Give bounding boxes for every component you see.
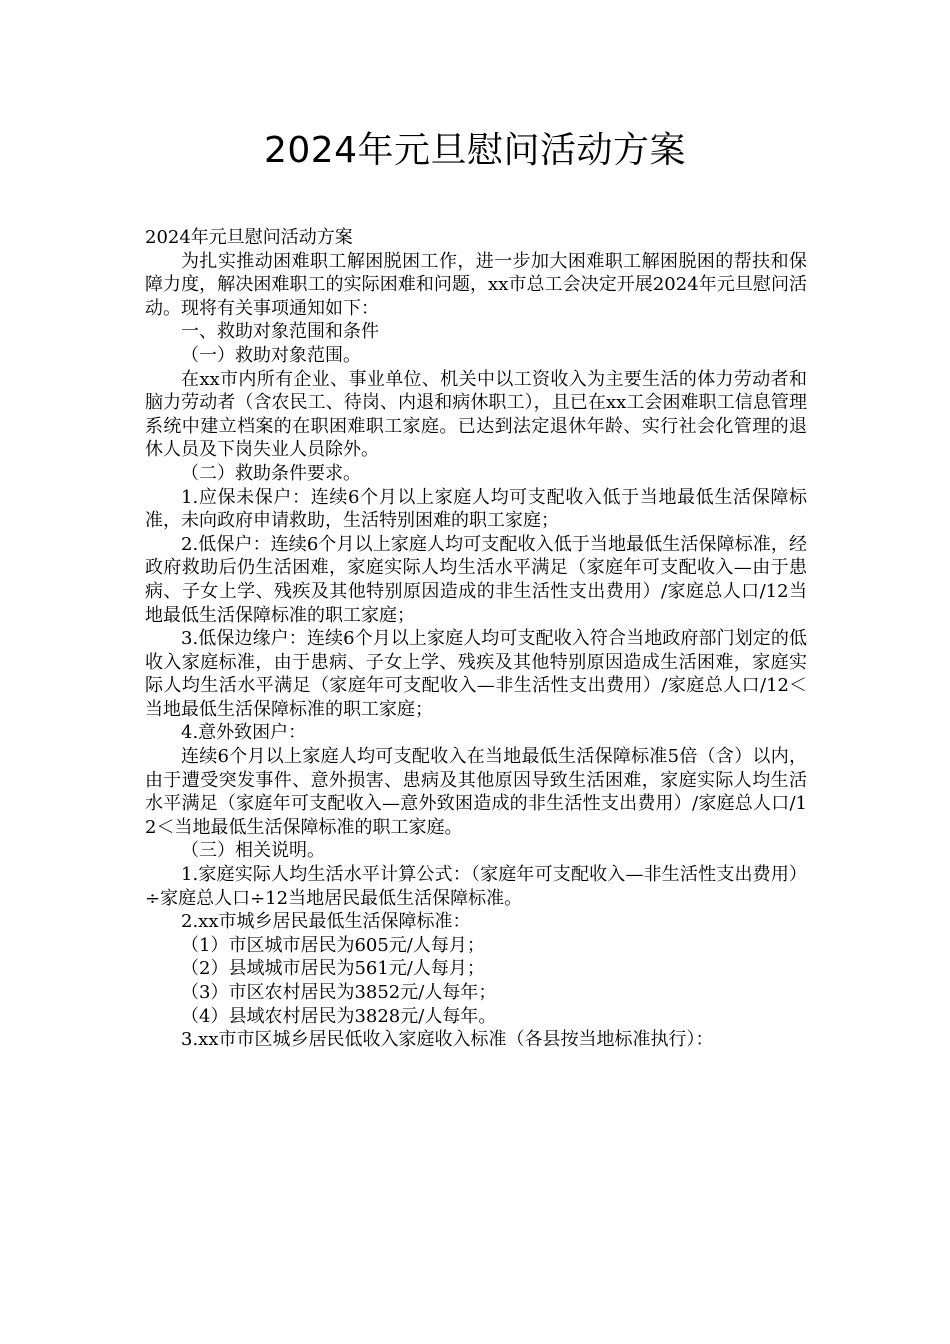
paragraph: 1.应保未保户：连续6个月以上家庭人均可支配收入低于当地最低生活保障标准，未向政府申请救助，生活特别困难的职工家庭； (145, 486, 807, 532)
paragraph: 1.家庭实际人均生活水平计算公式：（家庭年可支配收入—非生活性支出费用）÷家庭总人口÷12当地居民最低生活保障标准。 (145, 864, 807, 909)
document-title: 2024年元旦慰问活动方案 (263, 130, 687, 171)
paragraph: （3）市区农村居民为3852元/人每年； (181, 982, 497, 1003)
paragraph: 一、救助对象范围和条件 (181, 321, 379, 343)
paragraph: 为扎实推动困难职工解困脱困工作，进一步加大困难职工解困脱困的帮扶和保障力度，解决困难职工的实际困难和问题，xx市总工会决定开展2024年元旦慰问活动。现将有关事项通知如下： (145, 250, 807, 319)
paragraph: 3.低保边缘户：连续6个月以上家庭人均可支配收入符合当地政府部门划定的低收入家庭标准，由于患病、子女上学、残疾及其他特别原因造成生活困难，家庭实际人均生活水平满足（家庭年可支配收入—非生活性支出费用）/家庭总人口/12＜当地最低生活保障标准的职工家庭； (145, 628, 807, 720)
paragraph: （三）相关说明。 (181, 840, 325, 862)
paragraph: 4.意外致困户： (181, 722, 307, 744)
paragraph: （2）县域城市居民为561元/人每月； (181, 958, 485, 980)
paragraph: 在xx市内所有企业、事业单位、机关中以工资收入为主要生活的体力劳动者和脑力劳动者（含农民工、待岗、内退和病休职工），且已在xx工会困难职工信息管理系统中建立档案的在职困难职工家庭。已达到法定退休年龄、实行社会化管理的退休人员及下岗失业人员除外。 (145, 368, 807, 461)
paragraph: （1）市区城市居民为605元/人每月； (181, 934, 485, 956)
paragraph: （一）救助对象范围。 (181, 344, 361, 366)
paragraph: 3.xx市市区城乡居民低收入家庭收入标准（各县按当地标准执行）： (181, 1029, 714, 1051)
paragraph: （4）县域农村居民为3828元/人每年。 (181, 1005, 497, 1027)
paragraph: 2.xx市城乡居民最低生活保障标准： (181, 911, 471, 933)
paragraph: （二）救助条件要求。 (181, 462, 361, 484)
document-body (145, 226, 807, 1052)
paragraph: 连续6个月以上家庭人均可支配收入在当地最低生活保障标准5倍（含）以内，由于遭受突发事件、意外损害、患病及其他原因导致生活困难，家庭实际人均生活水平满足（家庭年可支配收入—意外致困造成的非生活性支出费用）/家庭总人口/12＜当地最低生活保障标准的职工家庭。 (145, 746, 807, 838)
paragraph: 2024年元旦慰问活动方案 (145, 227, 353, 248)
paragraph: 2.低保户：连续6个月以上家庭人均可支配收入低于当地最低生活保障标准，经政府救助后仍生活困难，家庭实际人均生活水平满足（家庭年可支配收入—由于患病、子女上学、残疾及其他特别原因造成的非生活性支出费用）/家庭总人口/12当地最低生活保障标准的职工家庭； (145, 533, 807, 626)
